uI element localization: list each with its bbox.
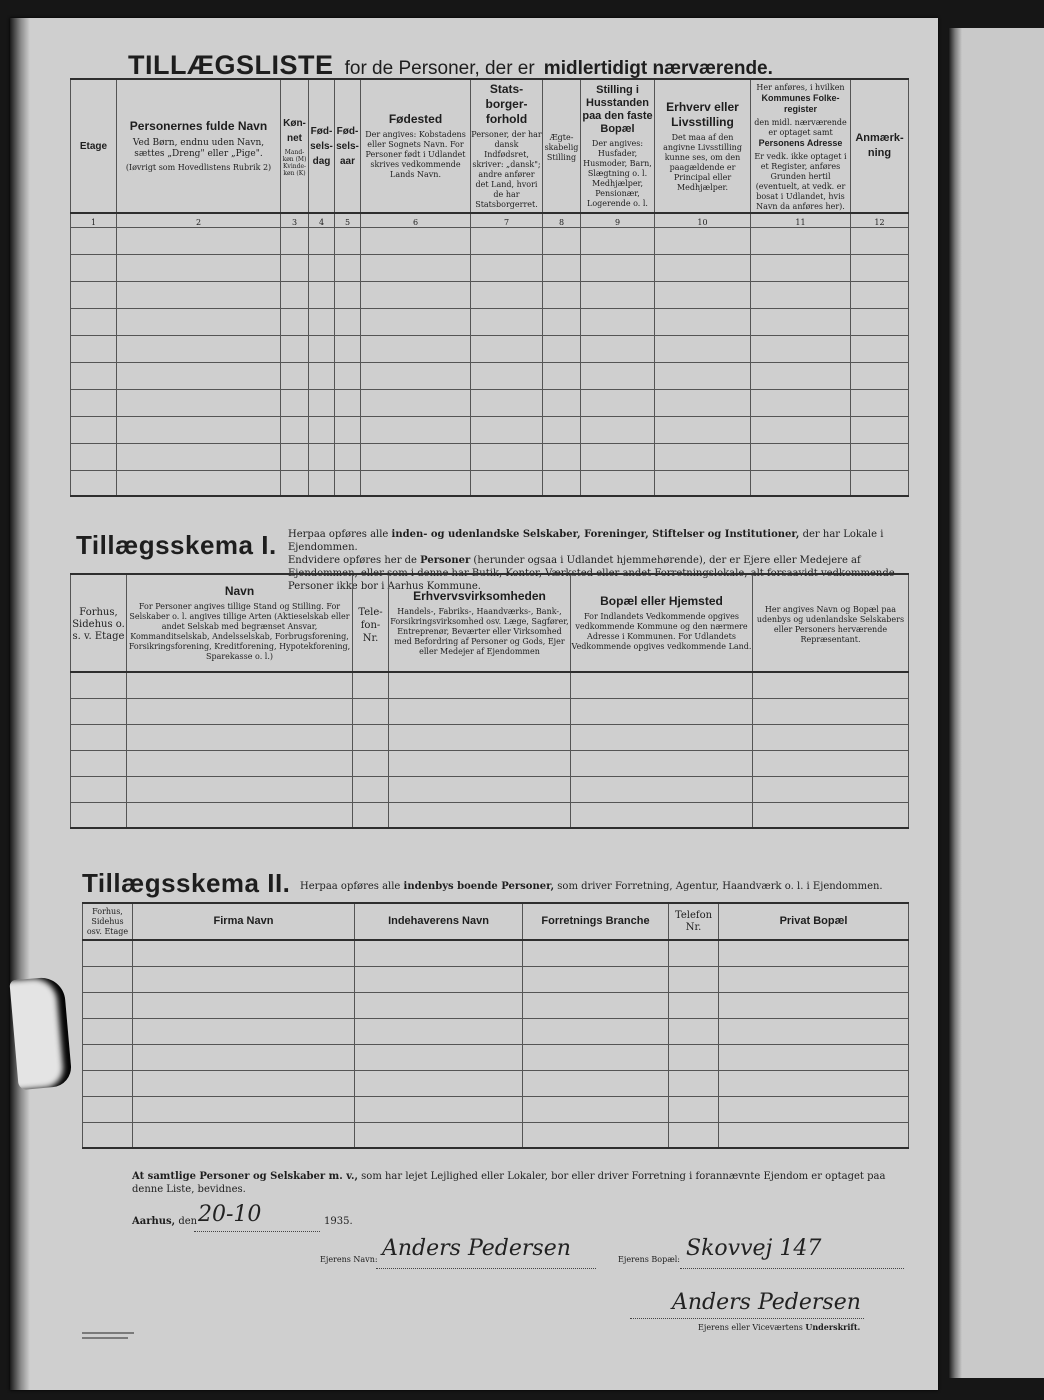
declaration-bold: At samtlige Personer og Selskaber m. v.,: [132, 1171, 358, 1182]
declaration-text: som har lejet Lejlighed eller Lokaler, bor eller driver Forretning i forannævnte Ejendom er optaget paa denne Liste, bevidnes.: [132, 1171, 886, 1195]
col-number-10: 10: [655, 213, 751, 227]
schema2-col-floor-sub: Forhus, Sidehus osv. Etage: [86, 906, 129, 936]
binding-shadow: [10, 18, 30, 1390]
schema2-col-owner-title: Indehaverens Navn: [388, 915, 489, 927]
col-occupation-header: [655, 79, 751, 213]
schema1-intro-text-1: Herpaa opføres alle: [288, 529, 392, 540]
schema1-col-business-sub: Handels-, Fabriks-, Haandværks-, Bank-, Forsikringsvirksomhed osv. Læge, Sagfører, Entreprenør, Beværter eller Virksomhed med Befordring af Personer og Gods, Ejer eller Medejer af Ejendommen: [390, 607, 569, 656]
schema2-col-floor: [83, 903, 133, 940]
col-birthyear-title: Fød-sels-aar: [336, 125, 359, 167]
schema2-col-branch-title: Forretnings Branche: [541, 915, 650, 927]
col-birthplace-sub: Der angives: Kobstadens eller Sognets Navn. For Personer født i Udlandet skrives vedkommende Lands Navn.: [365, 130, 466, 179]
schema1-col-name-title: Navn: [224, 584, 255, 598]
schema1-intro-text-3: Endvidere opføres her de: [288, 555, 421, 566]
table-row: [71, 281, 909, 308]
col-number-4: 4: [309, 213, 335, 227]
signature-label-bold: Underskrift.: [805, 1322, 861, 1332]
schema2-col-address-title: Privat Bopæl: [779, 915, 848, 927]
col-household-sub: Der angives: Husfader, Husmoder, Barn, Slægtning o. l. Medhjælper, Pensionær, Logerende o. l.: [583, 138, 652, 208]
col-name-title: Personernes fulde Navn: [129, 119, 268, 133]
signature-underline: [630, 1318, 864, 1319]
handwritten-date: 20-10: [198, 1202, 262, 1227]
col-number-2: 2: [117, 213, 281, 227]
schema2-col-owner: [355, 903, 523, 940]
owner-name-label: Ejerens Navn:: [320, 1255, 378, 1264]
schema2-intro: [300, 880, 910, 893]
handwritten-owner-address: Skovvej 147: [686, 1236, 822, 1261]
col-gender-sub: Mand-køn (M) Kvinde-køn (K): [282, 148, 307, 177]
schema1-col-residence-sub: For Indlandets Vedkommende opgives vedkommende Kommune og den nærmere Adresse i Kommunen. For Udlandets Vedkommende opgives vedkommende Land.: [571, 612, 752, 651]
col-citizenship-sub: Personer, der har dansk Indfødsret, skriver: „dansk"; andre anfører det Land, hvori de har Statsborgerret.: [471, 130, 542, 209]
col-register-header: [751, 79, 851, 213]
table-row: [71, 776, 909, 802]
table-row: [71, 416, 909, 443]
page-edge: [948, 28, 962, 1378]
schema2-title: Tillægsskema II.: [82, 868, 291, 898]
schema1-col-residence-title: Bopæl eller Hjemsted: [600, 594, 723, 608]
table-row: [71, 698, 909, 724]
col-number-1: 1: [71, 213, 117, 227]
schema2-col-phone-sub: Telefon Nr.: [674, 909, 713, 933]
signature-label-text: Ejerens eller Viceværtens: [698, 1323, 806, 1332]
col-number-11: 11: [751, 213, 851, 227]
col-etage-header: [71, 79, 117, 213]
schema1-col-business-title: Erhvervsvirksomheden: [413, 589, 546, 603]
city-label: Aarhus,: [132, 1216, 176, 1227]
main-title-end: midlertidigt nærværende.: [543, 58, 773, 79]
col-birthplace-title: Fødested: [388, 112, 443, 126]
col-remark-title: Anmærk-ning: [855, 132, 904, 159]
schema1-col-name: [127, 574, 353, 672]
table-row: [71, 443, 909, 470]
schema2-col-firm: [133, 903, 355, 940]
col-register-title2: Personens Adresse: [758, 138, 843, 148]
schema1-intro-text-2: der har Lokale i Ejendommen.: [288, 529, 884, 553]
declaration: [132, 1170, 912, 1196]
col-number-6: 6: [361, 213, 471, 227]
census-form-sheet: [10, 18, 938, 1390]
table-row: [83, 1096, 909, 1122]
col-household-header: [581, 79, 655, 213]
col-household-title: Stilling i Husstanden paa den faste Bopæl: [582, 83, 653, 135]
col-number-9: 9: [581, 213, 655, 227]
col-gender-title: Køn-net: [283, 117, 306, 144]
col-number-8: 8: [543, 213, 581, 227]
table-row: [71, 802, 909, 828]
schema2-intro-text-2: som driver Forretning, Agentur, Haandværk o. l. i Ejendommen.: [554, 881, 883, 892]
col-birthyear-header: [335, 79, 361, 213]
col-number-3: 3: [281, 213, 309, 227]
handwritten-owner-name: Anders Pedersen: [382, 1236, 571, 1261]
col-gender-header: [281, 79, 309, 213]
col-citizenship-header: [471, 79, 543, 213]
main-title-bold: TILLÆGSLISTE: [128, 50, 334, 80]
table-row: [83, 1018, 909, 1044]
handwritten-signature: Anders Pedersen: [672, 1290, 861, 1315]
schema2-table: [82, 902, 909, 1149]
schema1-col-floor: [71, 574, 127, 672]
table-row: [71, 470, 909, 496]
schema1-col-business: [389, 574, 571, 672]
col-etage-title: Etage: [79, 140, 108, 152]
col-register-pre: Her anføres, i hvilken: [756, 83, 845, 92]
date-underline: [194, 1231, 320, 1232]
table-row: [83, 940, 909, 966]
adjacent-page: [948, 28, 1044, 1378]
table-row: [71, 227, 909, 254]
schema1-col-name-sub: For Personer angives tillige Stand og Stilling. For Selskaber o. l. angives tillige Arten (Aktieselskab eller andet Selskab med begrænset Ansvar, Kommanditselskab, Andelsselskab, Forbrugsforening, Forsikringsforening, Kreditforening, Hypotekforening, Sparekasse o. l.): [128, 602, 351, 661]
schema1-intro-bold-2: Personer: [420, 555, 471, 566]
table-row: [83, 1122, 909, 1148]
schema1-col-phone: [353, 574, 389, 672]
schema2-intro-text-1: Herpaa opføres alle: [300, 881, 404, 892]
col-birthplace-header: [361, 79, 471, 213]
paper-tab: [9, 976, 72, 1090]
table-row: [83, 1070, 909, 1096]
printer-mark-line: [82, 1337, 128, 1339]
den-label: den: [178, 1216, 198, 1227]
schema1-col-representative: [753, 574, 909, 672]
schema1-title: Tillægsskema I.: [76, 530, 277, 560]
table-row: [71, 254, 909, 281]
col-number-12: 12: [851, 213, 909, 227]
signature-label: [698, 1322, 860, 1332]
col-birthday-header: [309, 79, 335, 213]
schema2-col-phone: [669, 903, 719, 940]
col-register-mid: den midl. nærværende er optaget samt: [754, 118, 847, 137]
col-occupation-title: Erhverv eller Livsstilling: [666, 99, 739, 129]
schema1-col-phone-sub: Tele-fon-Nr.: [358, 606, 383, 644]
schema2-col-branch: [523, 903, 669, 940]
schema1-intro-text-4: (herunder ogsaa i Udlandet hjemmehørende), der er Ejere eller Medejere af Ejendommen, eller som i denne har Butik, Kontor, Værksted eller andet Forretningslokale, alt forsaavidt vedkommende Personer ikke bor i Aarhus Kommune.: [288, 555, 895, 592]
schema2-intro-bold-1: indenbys boende Personer,: [403, 881, 555, 892]
date-line: [132, 1216, 197, 1227]
table-row: [71, 362, 909, 389]
col-name-sub: Ved Børn, endnu uden Navn, sættes „Dreng" eller „Pige".: [132, 138, 265, 159]
owner-name-underline: [376, 1268, 596, 1269]
schema1-table: [70, 573, 909, 829]
owner-address-label: Ejerens Bopæl:: [618, 1255, 681, 1264]
table-row: [71, 389, 909, 416]
schema1-col-floor-sub: Forhus, Sidehus o. s. v. Etage: [72, 607, 125, 642]
col-register-sub: Er vedk. ikke optaget i et Register, anføres Grunden hertil (eventuelt, at vedk. er bosat i Udlandet, hvis Navn da anføres her).: [754, 152, 847, 211]
table-row: [83, 966, 909, 992]
printer-mark-line: [82, 1332, 134, 1334]
col-birthday-title: Fød-sels-dag: [310, 125, 333, 167]
table-row: [71, 724, 909, 750]
col-number-5: 5: [335, 213, 361, 227]
col-marital-header: [543, 79, 581, 213]
main-title-middle: for de Personer, der er: [344, 58, 535, 79]
col-name-note: (Iøvrigt som Hovedlistens Rubrik 2): [125, 163, 272, 172]
year-label: 1935.: [324, 1216, 353, 1227]
col-remark-header: [851, 79, 909, 213]
schema1-col-residence: [571, 574, 753, 672]
col-number-7: 7: [471, 213, 543, 227]
col-occupation-sub: Det maa af den angivne Livsstilling kunne ses, om den paagældende er Principal eller Medhjælper.: [663, 132, 742, 192]
col-register-title: Kommunes Folke-register: [761, 93, 840, 114]
main-title: [128, 50, 928, 81]
supplement-list-table: [70, 78, 909, 497]
schema1-col-representative-sub: Her angives Navn og Bopæl paa udenbys og udenlandske Selskabers eller Personers herværende Repræsentant.: [756, 604, 905, 644]
table-row: [71, 750, 909, 776]
table-row: [83, 992, 909, 1018]
table-row: [71, 335, 909, 362]
table-row: [71, 672, 909, 698]
schema2-col-firm-title: Firma Navn: [213, 915, 274, 927]
column-number-row: [71, 213, 909, 227]
owner-address-underline: [680, 1268, 904, 1269]
schema2-col-address: [719, 903, 909, 940]
col-name-header: [117, 79, 281, 213]
col-marital-title: Ægte-skabelig Stilling: [544, 132, 579, 162]
table-row: [71, 308, 909, 335]
col-citizenship-title: Stats-borger-forhold: [485, 82, 528, 126]
schema1-intro-bold-1: inden- og udenlandske Selskaber, Foreninger, Stiftelser og Institutioner,: [391, 529, 800, 540]
table-row: [83, 1044, 909, 1070]
